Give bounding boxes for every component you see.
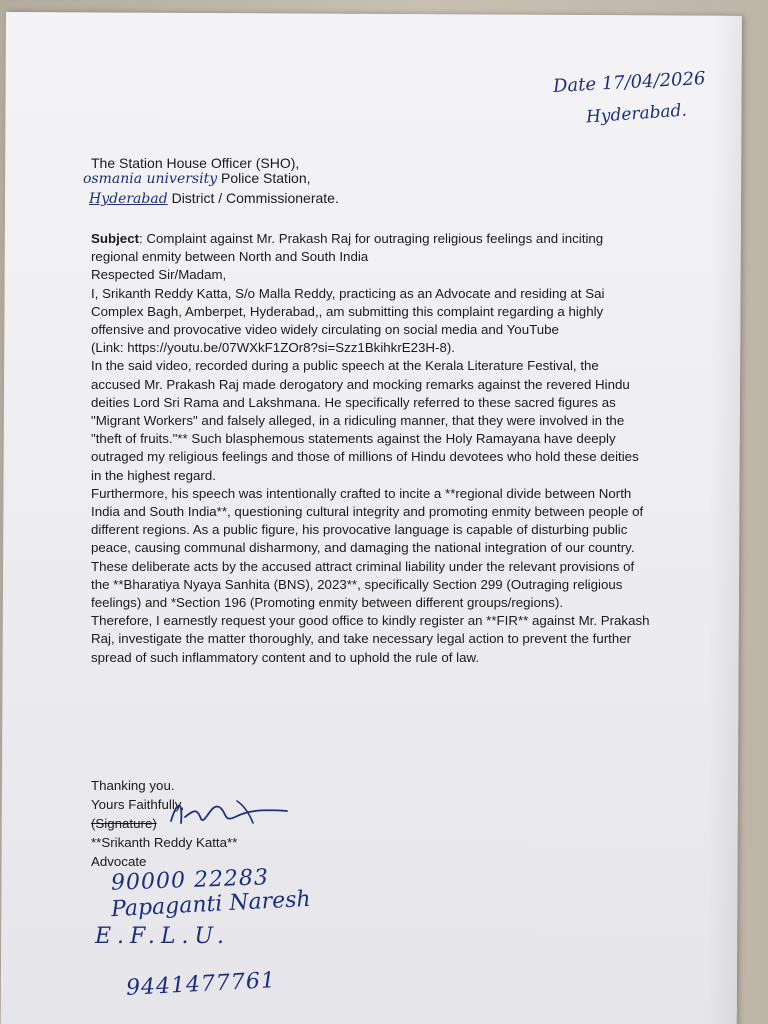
handwritten-city: Hyderabad. (585, 100, 688, 128)
salutation: Respected Sir/Madam, (91, 267, 227, 283)
handwritten-institution: E.F.L.U. (95, 924, 231, 949)
subject-line (91, 230, 651, 266)
subject-text: : Complaint against Mr. Prakash Raj for outraging religious feelings and inciting regional enmity between North and South India (91, 231, 604, 265)
signature-scribble-icon (163, 793, 293, 833)
signature-label: (Signature) (91, 816, 157, 831)
handwritten-name: Papaganti Naresh (110, 886, 312, 923)
signatory-title: Advocate (91, 854, 147, 869)
station-filled-in: osmania university (83, 171, 218, 187)
recipient-line-3 (89, 190, 339, 207)
paragraph-intro: I, Srikanth Reddy Katta, S/o Malla Reddy, practicing as an Advocate and residing at Sai Complex Bagh, Amberpet, Hyderabad,, am submitting this complaint regarding a highly offensive and provocative video widely circulating on social media and YouTube (91, 285, 605, 338)
signatory-name: **Srikanth Reddy Katta** (91, 835, 238, 850)
station-suffix: Police Station, (221, 170, 311, 186)
paragraph-request: Therefore, I earnestly request your good office to kindly register an **FIR** against Mr. Prakash Raj, investigate the matter thoroughly, and take necessary legal action to prevent the further spread of such inflammatory content and to uphold the rule of law. (91, 613, 650, 665)
recipient-line-1: The Station House Officer (SHO), (91, 155, 300, 171)
handwritten-date: Date 17/04/2026 (552, 68, 706, 97)
district-filled-in: Hyderabad (89, 191, 168, 207)
letter-body (91, 230, 651, 667)
subject-label: Subject (91, 231, 140, 246)
paragraph-regional-divide: Furthermore, his speech was intentionally crafted to incite a **regional divide between North India and South India**, questioning cultural integrity and promoting enmity between people of different regions. As a public figure, his provocative language is capable of disturbing public peace, causing communal disharmony, and damaging the national integration of our country. (91, 485, 644, 556)
handwritten-phone-1: 90000 22283 (110, 865, 270, 896)
video-link: (Link: https://youtu.be/07WXkF1ZOr8?si=Szz1BkihkrE23H-8). (91, 340, 455, 356)
handwritten-phone-2: 9441477761 (125, 968, 277, 1001)
paragraph-legal-provisions: These deliberate acts by the accused attract criminal liability under the relevant provisions of the **Bharatiya Nyaya Sanhita (BNS), 2023**, specifically Section 299 (Outraging religious feelings) and *Section 196 (Promoting enmity between different groups/regions). (91, 558, 635, 611)
district-suffix: District / Commissionerate. (171, 190, 339, 206)
paragraph-allegation: In the said video, recorded during a public speech at the Kerala Literature Festival, the accused Mr. Prakash Raj made derogatory and mocking remarks against the revered Hindu deities Lord Sri Rama and Lakshmana. He specifically referred to these sacred figures as "Migrant Workers" and falsely alleged, in a ridiculing manner, that they were involved in the "theft of fruits."** Such blasphemous statements against the Holy Ramayana have deeply outraged my religious feelings and those of millions of Hindu devotees who hold these deities in the highest regard. (91, 358, 639, 483)
recipient-line-2 (83, 170, 311, 187)
paper-shadow (707, 16, 742, 1024)
thanks-line: Thanking you. (91, 778, 175, 793)
yours-faithfully: Yours Faithfully, (91, 797, 185, 812)
